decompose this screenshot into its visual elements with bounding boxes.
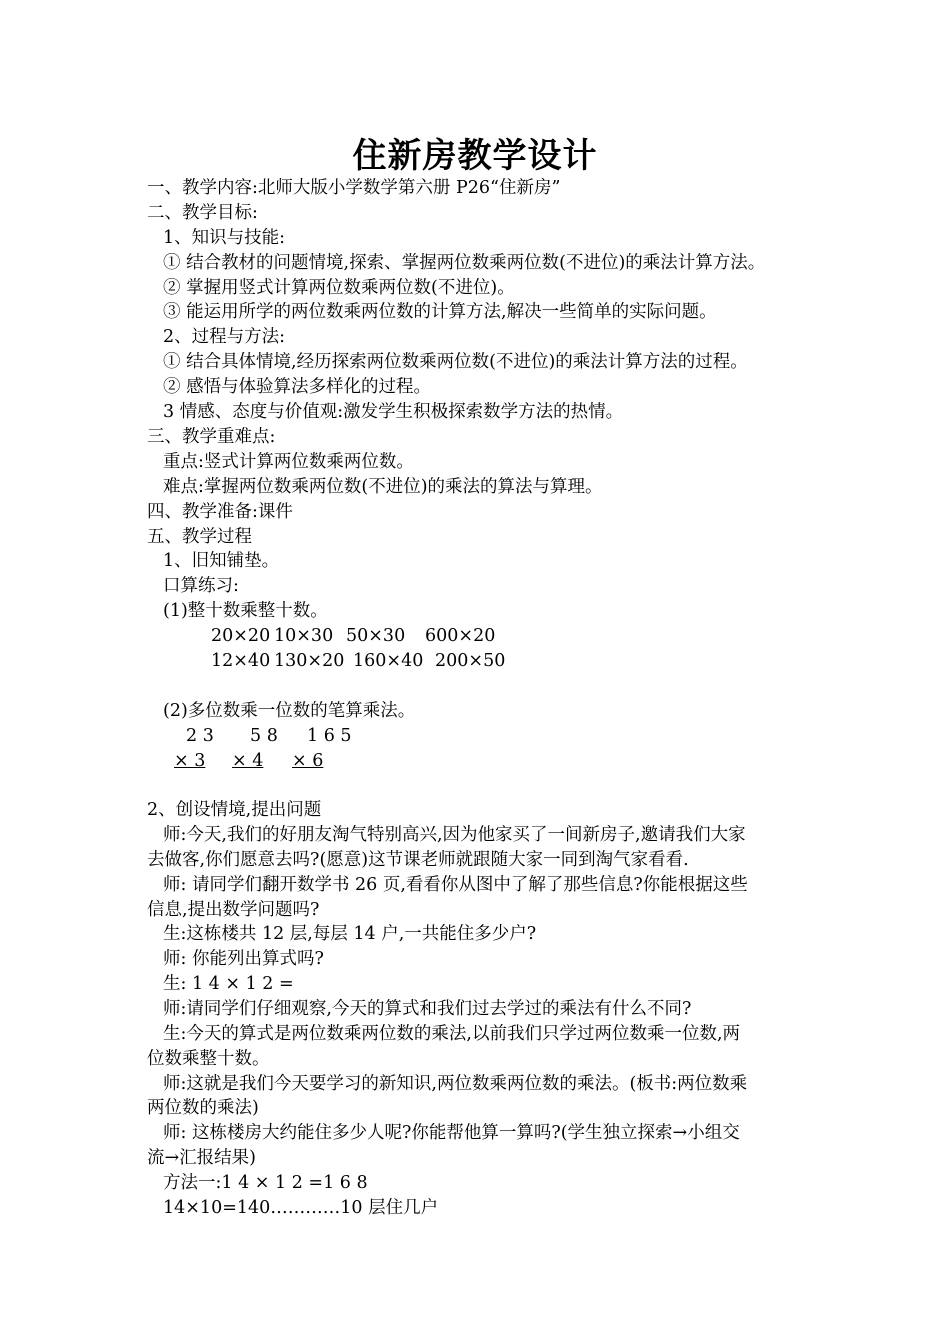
method-one: 方法一:1 4 × 1 2 =1 6 8 <box>163 1173 368 1193</box>
difficult-point: 难点:掌握两位数乘两位数(不进位)的乘法的算法与算理。 <box>163 477 603 497</box>
dialogue-line: 师: 请同学们翻开数学书 26 页,看看你从图中了解了那些信息?你能根据这些 <box>163 875 748 895</box>
vertical-multiplier: × 4 <box>232 751 264 771</box>
goal-knowledge-item: ③ 能运用所学的两位数乘两位数的计算方法,解决一些简单的实际问题。 <box>163 302 717 322</box>
practice-expression: 160×40 <box>353 651 424 671</box>
section-teaching-goals: 二、教学目标: <box>147 203 258 223</box>
method-one-step: 14×10=140…………10 层住几户 <box>163 1198 439 1218</box>
goal-process-item: ① 结合具体情境,经历探索两位数乘两位数(不进位)的乘法计算方法的过程。 <box>163 352 748 372</box>
dialogue-line: 师:今天,我们的好朋友淘气特别高兴,因为他家买了一间新房子,邀请我们大家 <box>163 825 746 845</box>
goal-emotion: 3 情感、态度与价值观:激发学生积极探索数学方法的热情。 <box>163 402 624 422</box>
practice-expression: 130×20 <box>274 651 345 671</box>
section-teaching-content: 一、教学内容:北师大版小学数学第六册 P26“住新房” <box>147 178 561 198</box>
vertical-multiplicand: 2 3 <box>186 726 214 746</box>
dialogue-line: 师:请同学们仔细观察,今天的算式和我们过去学过的乘法有什么不同? <box>163 999 692 1019</box>
dialogue-line: 两位数的乘法) <box>147 1098 259 1118</box>
goal-process-heading: 2、过程与方法: <box>163 327 286 347</box>
goal-knowledge-heading: 1、知识与技能: <box>163 228 286 248</box>
vertical-multiplicand: 5 8 <box>250 726 278 746</box>
vertical-multiplier: × 3 <box>174 751 206 771</box>
section-process: 五、教学过程 <box>147 527 252 547</box>
practice-1-heading: (1)整十数乘整十数。 <box>163 601 328 621</box>
goal-knowledge-item: ① 结合教材的问题情境,探索、掌握两位数乘两位数(不进位)的乘法计算方法。 <box>163 253 766 273</box>
practice-expression: 200×50 <box>435 651 506 671</box>
section-preparation: 四、教学准备:课件 <box>147 502 293 522</box>
practice-expression: 10×30 <box>274 626 334 646</box>
goal-process-item: ② 感悟与体验算法多样化的过程。 <box>163 377 432 397</box>
section-key-points: 三、教学重难点: <box>147 427 276 447</box>
goal-knowledge-item: ② 掌握用竖式计算两位数乘两位数(不进位)。 <box>163 278 515 298</box>
practice-expression: 20×20 <box>211 626 271 646</box>
dialogue-line: 生:这栋楼共 12 层,每层 14 户,一共能住多少户? <box>163 924 537 944</box>
dialogue-line: 生: 1 4 × 1 2 = <box>163 974 294 994</box>
key-point: 重点:竖式计算两位数乘两位数。 <box>163 452 414 472</box>
oral-practice-label: 口算练习: <box>163 576 239 596</box>
dialogue-line: 去做客,你们愿意去吗?(愿意)这节课老师就跟随大家一同到淘气家看看. <box>147 850 689 870</box>
step-scenario: 2、创设情境,提出问题 <box>147 800 322 820</box>
practice-expression: 12×40 <box>211 651 271 671</box>
dialogue-line: 师: 这栋楼房大约能住多少人呢?你能帮他算一算吗?(学生独立探索→小组交 <box>163 1123 740 1143</box>
practice-2-heading: (2)多位数乘一位数的笔算乘法。 <box>163 701 416 721</box>
step-review: 1、旧知铺垫。 <box>163 551 280 571</box>
dialogue-line: 位数乘整十数。 <box>147 1049 270 1069</box>
vertical-multiplier: × 6 <box>292 751 324 771</box>
practice-expression: 50×30 <box>346 626 406 646</box>
dialogue-line: 流→汇报结果) <box>147 1148 256 1168</box>
practice-expression: 600×20 <box>425 626 496 646</box>
dialogue-line: 生:今天的算式是两位数乘两位数的乘法,以前我们只学过两位数乘一位数,两 <box>163 1024 741 1044</box>
dialogue-line: 信息,提出数学问题吗? <box>147 900 320 920</box>
vertical-multiplicand: 1 6 5 <box>307 726 352 746</box>
dialogue-line: 师:这就是我们今天要学习的新知识,两位数乘两位数的乘法。(板书:两位数乘 <box>163 1074 748 1094</box>
dialogue-line: 师: 你能列出算式吗? <box>163 949 324 969</box>
document-title: 住新房教学设计 <box>352 136 598 176</box>
